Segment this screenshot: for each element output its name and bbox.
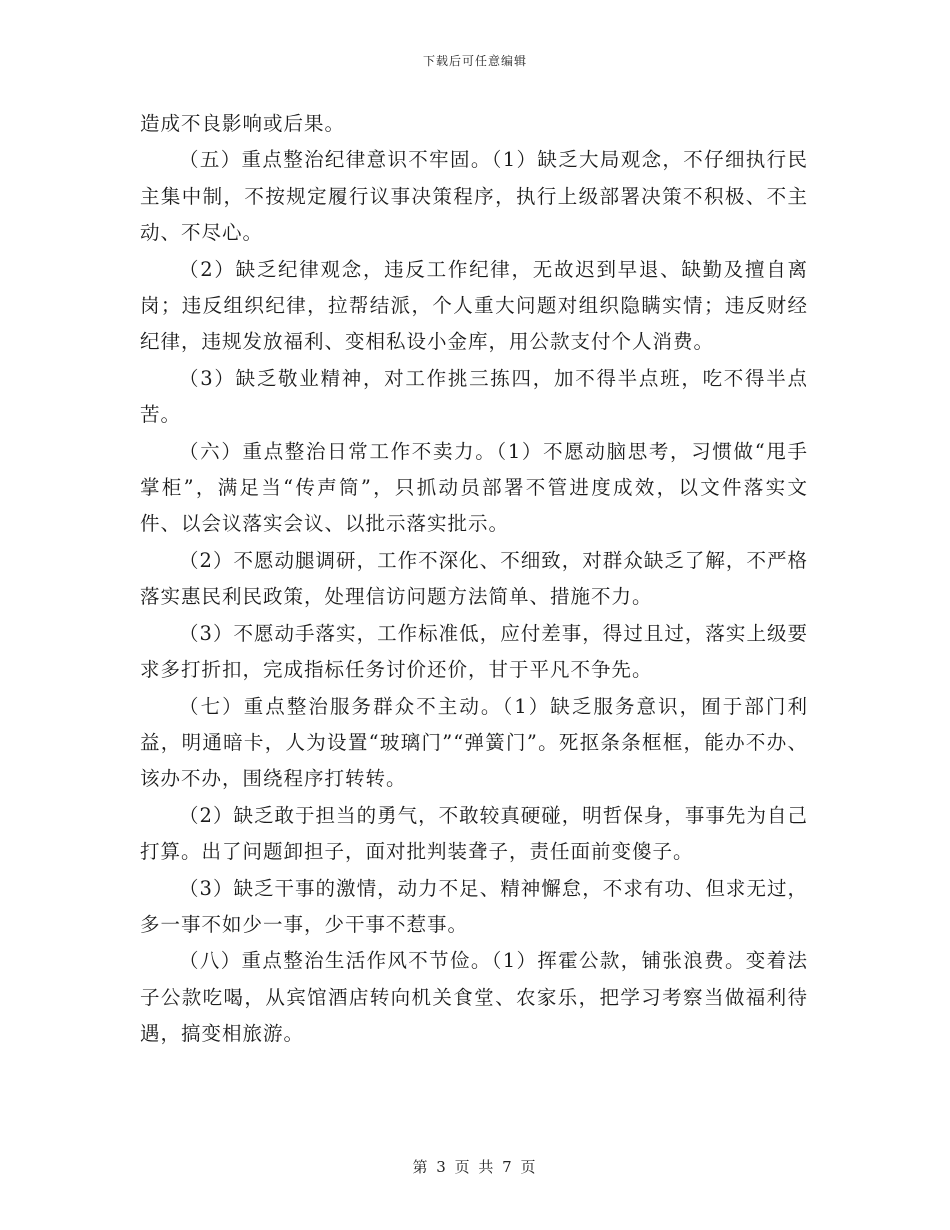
page-header: 下载后可任意编辑 [422,54,527,68]
paragraph: 造成不良影响或后果。 [140,112,346,135]
paragraph: （2）缺乏纪律观念，违反工作纪律，无故迟到早退、缺勤及擅自离岗；违反组织纪律，拉帮结派，个人重大问题对组织隐瞒实情；违反财经纪律，违规发放福利、变相私设小金库，用公款支付个人消费。 [140,257,808,354]
paragraph: （七）重点整治服务群众不主动。（1）缺乏服务意识，囿于部门利益，明通暗卡，人为设置“玻璃门”“弹簧门”。死抠条条框框，能办不办、该办不办，围绕程序打转转。 [140,694,808,791]
document-body [140,106,808,1053]
paragraph: （3）不愿动手落实，工作标准低，应付差事，得过且过，落实上级要求多打折扣，完成指标任务讨价还价，甘于平凡不争先。 [140,621,808,682]
paragraph: （五）重点整治纪律意识不牢固。（1）缺乏大局观念，不仔细执行民主集中制，不按规定履行议事决策程序，执行上级部署决策不积极、不主动、不尽心。 [140,148,808,245]
page-footer [0,1156,950,1177]
paragraph: （六）重点整治日常工作不卖力。（1）不愿动脑思考，习惯做“甩手掌柜”，满足当“传声筒”，只抓动员部署不管进度成效，以文件落实文件、以会议落实会议、以批示落实批示。 [140,439,808,536]
paragraph: （3）缺乏敬业精神，对工作挑三拣四，加不得半点班，吃不得半点苦。 [140,366,808,427]
paragraph: （八）重点整治生活作风不节俭。（1）挥霍公款，铺张浪费。变着法子公款吃喝，从宾馆酒店转向机关食堂、农家乐，把学习考察当做福利待遇，搞变相旅游。 [140,949,808,1046]
paragraph: （2）缺乏敢于担当的勇气，不敢较真硬碰，明哲保身，事事先为自己打算。出了问题卸担子，面对批判装聋子，责任面前变傻子。 [140,803,808,864]
paragraph: （3）缺乏干事的激情，动力不足、精神懈怠，不求有功、但求无过，多一事不如少一事，少干事不惹事。 [140,876,808,936]
page-number-label: 第 3 页 共 7 页 [412,1158,538,1176]
paragraph: （2）不愿动腿调研，工作不深化、不细致，对群众缺乏了解，不严格落实惠民利民政策，处理信访问题方法简单、措施不力。 [140,548,808,609]
